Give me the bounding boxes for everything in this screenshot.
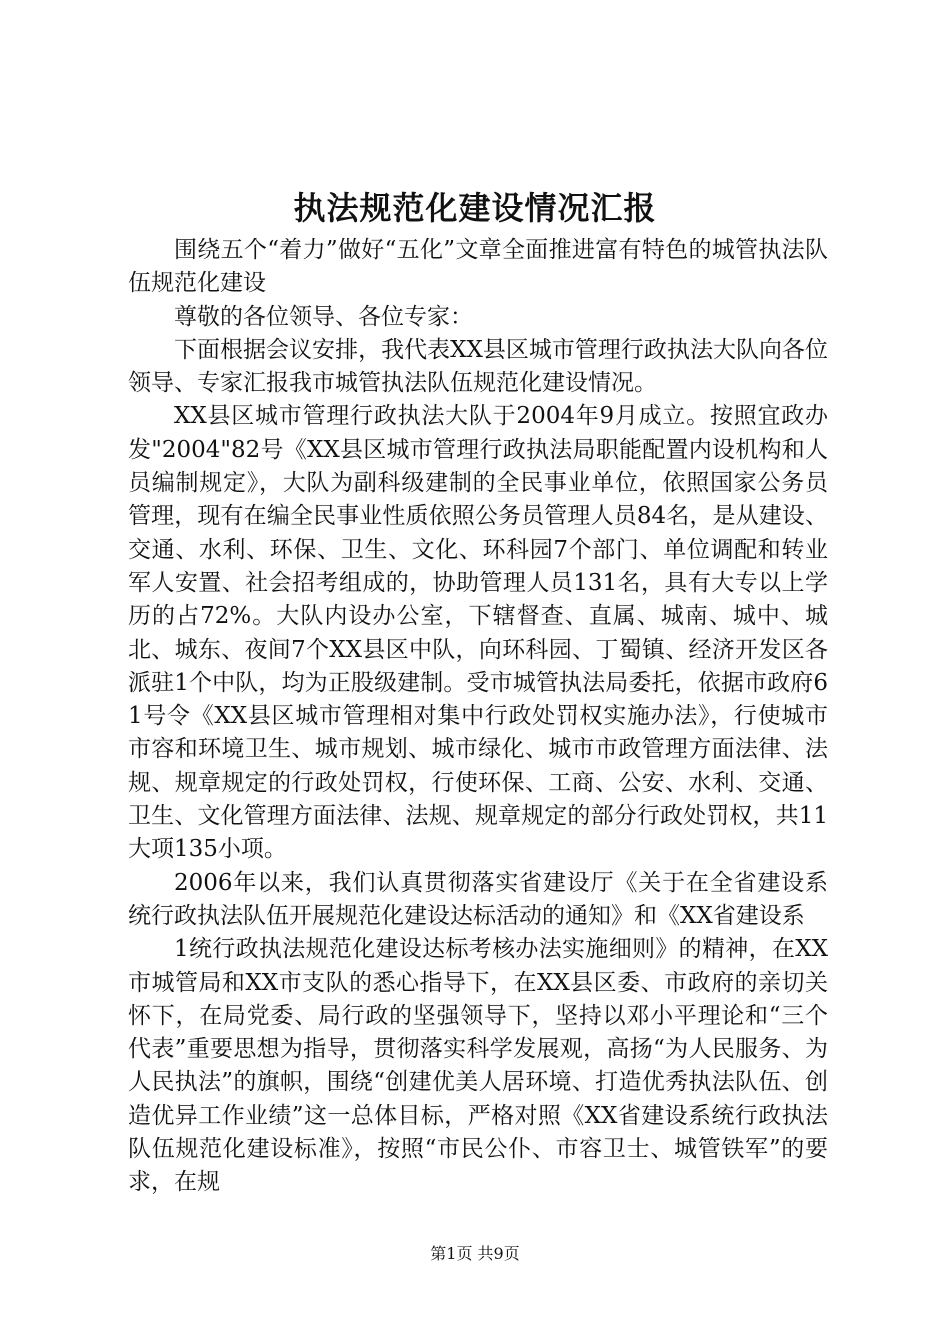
document-body: [128, 234, 828, 1200]
body-paragraph: XX县区城市管理行政执法大队于2004年9月成立。按照宜政办发"2004"82号《XX县区城市管理行政执法局职能配置内设机构和人员编制规定》，大队为副科级建制的全民事业单位，依照国家公务员管理，现有在编全民事业性质依照公务员管理人员84名，是从建设、交通、水利、环保、卫生、文化、环科园7个部门、单位调配和转业军人安置、社会招考组成的，协助管理人员131名，具有大专以上学历的占72%。大队内设办公室，下辖督查、直属、城南、城中、城北、城东、夜间7个XX县区中队，向环科园、丁蜀镇、经济开发区各派驻1个中队，均为正股级建制。受市城管执法局委托，依据市政府61号令《XX县区城市管理相对集中行政处罚权实施办法》，行使城市市容和环境卫生、城市规划、城市绿化、城市市政管理方面法律、法规、规章规定的行政处罚权，行使环保、工商、公安、水利、交通、卫生、文化管理方面法律、法规、规章规定的部分行政处罚权，共11大项135小项。: [128, 403, 828, 863]
salutation-paragraph: 尊敬的各位领导、各位专家：: [174, 303, 473, 330]
body-paragraph: 下面根据会议安排，我代表XX县区城市管理行政执法大队向各位领导、专家汇报我市城管执法队伍规范化建设情况。: [128, 336, 828, 397]
body-paragraph: 1统行政执法规范化建设达标考核办法实施细则》的精神，在XX市城管局和XX市支队的悉心指导下，在XX县区委、市政府的亲切关怀下，在局党委、局行政的坚强领导下，坚持以邓小平理论和“三个代表”重要思想为指导，贯彻落实科学发展观，高扬“为人民服务、为人民执法”的旗帜，围绕“创建优美人居环境、打造优秀执法队伍、创造优异工作业绩”这一总体目标，严格对照《XX省建设系统行政执法队伍规范化建设标准》，按照“市民公仆、市容卫士、城管铁军”的要求，在规: [128, 936, 828, 1196]
body-paragraph: 2006年以来，我们认真贯彻落实省建设厅《关于在全省建设系统行政执法队伍开展规范化建设达标活动的通知》和《XX省建设系: [128, 869, 828, 929]
document-title: 执法规范化建设情况汇报: [293, 189, 657, 227]
page-number-footer: 第1页 共9页: [430, 1244, 520, 1263]
subtitle-paragraph: 围绕五个“着力”做好“五化”文章全面推进富有特色的城管执法队伍规范化建设: [128, 237, 828, 297]
